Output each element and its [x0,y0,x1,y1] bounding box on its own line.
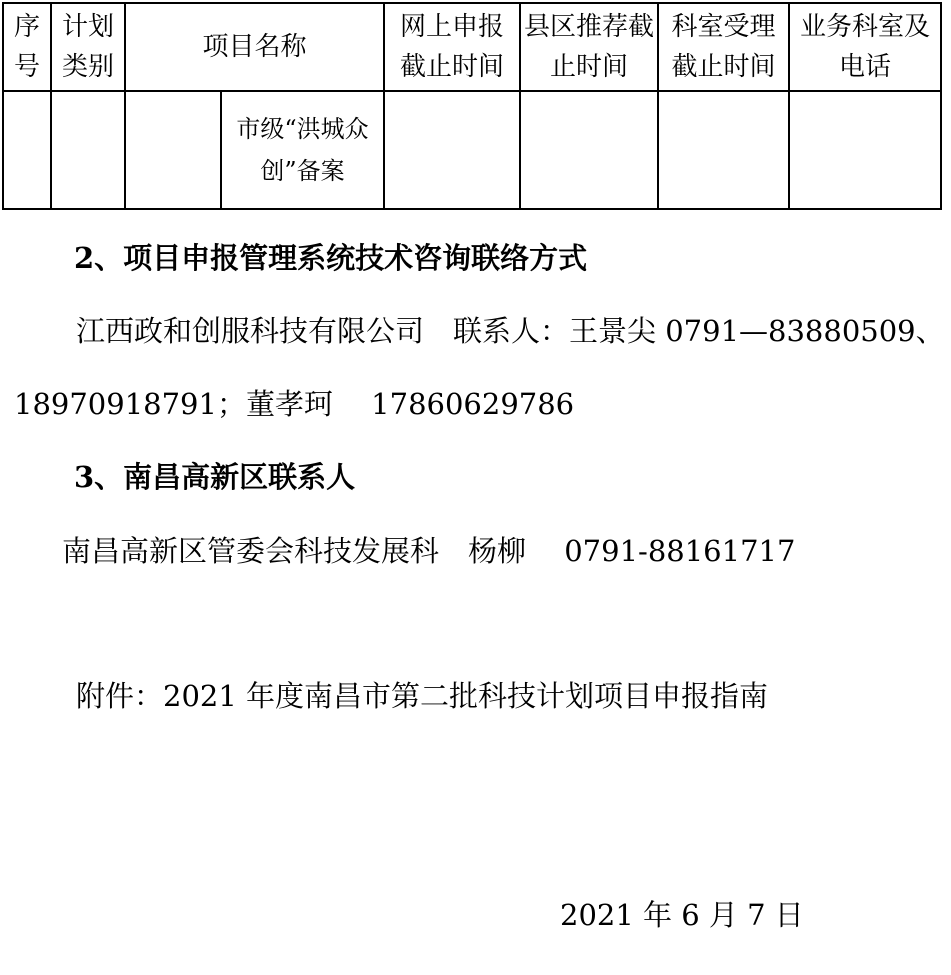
header-project-name: 项目名称 [125,3,384,91]
project-name-line1: 市级“洪城众 [236,115,369,143]
cell-project-group [125,91,221,209]
cell-dept-phone [789,91,941,209]
section-2-heading: 2、项目申报管理系统技术咨询联络方式 [74,241,588,275]
section-2-contact-line1: 江西政和创服科技有限公司 联系人：王景尖 0791—83880509、 [76,314,945,348]
header-online-deadline [384,3,520,91]
project-deadline-table [2,2,942,210]
header-county-deadline-line2: 止时间 [550,52,629,82]
section-3-contact-line1: 南昌高新区管委会科技发展科 杨柳 0791-88161717 [62,534,796,568]
cell-county-deadline [520,91,658,209]
header-seq [3,3,51,91]
header-online-deadline-line2: 截止时间 [400,52,505,82]
cell-online-deadline [384,91,520,209]
header-dept-phone-line1: 业务科室及 [800,12,931,42]
cell-office-deadline [658,91,789,209]
document-date: 2021 年 6 月 7 日 [560,898,804,932]
header-office-deadline-line2: 截止时间 [671,52,776,82]
section-2-contact-line2: 18970918791；董孝珂 17860629786 [14,387,575,421]
cell-seq [3,91,51,209]
header-seq-line1: 序 [13,12,40,42]
header-county-deadline-line1: 县区推荐截 [524,12,655,42]
header-seq-line2: 号 [13,52,40,82]
project-name-line2: 创”备案 [260,157,345,185]
header-office-deadline [658,3,789,91]
attachment-note: 附件：2021 年度南昌市第二批科技计划项目申报指南 [76,679,769,713]
header-dept-phone-line2: 电话 [839,52,892,82]
header-county-deadline [520,3,658,91]
section-3-heading: 3、南昌高新区联系人 [74,460,356,494]
header-office-deadline-line1: 科室受理 [671,12,776,42]
cell-category [51,91,125,209]
header-category-line2: 类别 [61,52,114,82]
header-online-deadline-line1: 网上申报 [400,12,505,42]
table-row [3,91,941,209]
header-category [51,3,125,91]
cell-project-name [221,91,384,209]
table-header-row [3,3,941,91]
header-dept-phone [789,3,941,91]
header-category-line1: 计划 [61,12,114,42]
